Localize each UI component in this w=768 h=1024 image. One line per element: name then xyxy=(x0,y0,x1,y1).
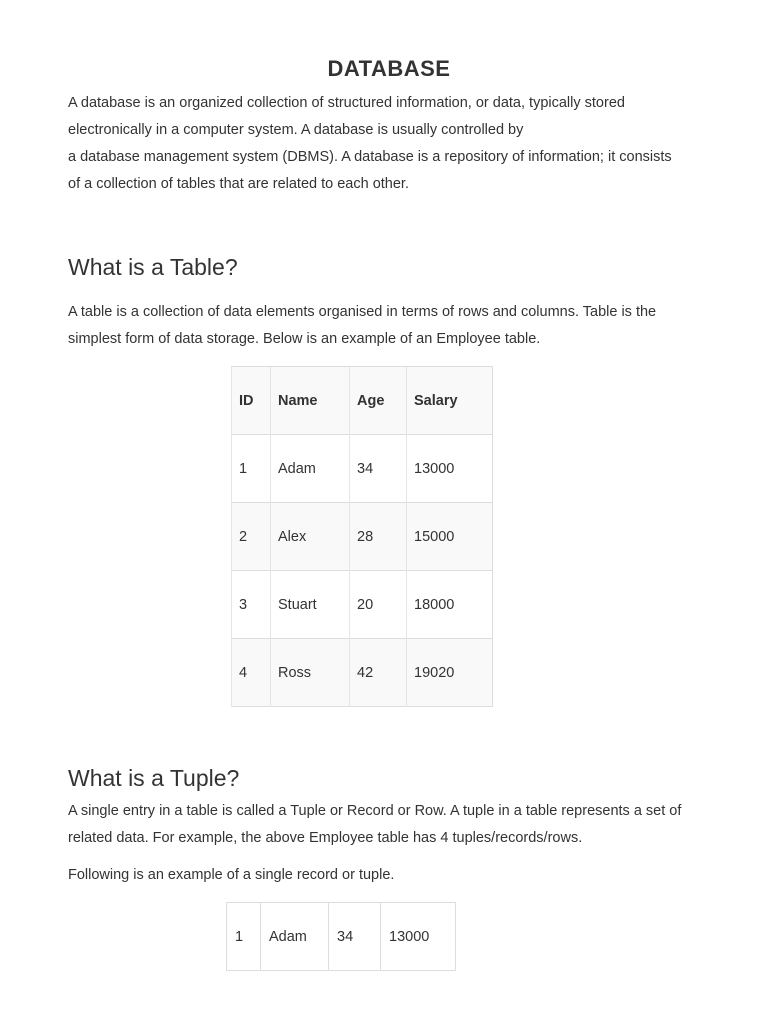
intro-line: of a collection of tables that are related to each other. xyxy=(68,176,409,192)
tuple-description-line: related data. For example, the above Employee table has 4 tuples/records/rows. xyxy=(68,830,583,846)
intro-line: a database management system (DBMS). A database is a repository of information; it consists xyxy=(68,149,672,165)
cell-id: 1 xyxy=(232,435,271,503)
tuple-heading: What is a Tuple? xyxy=(68,765,240,791)
tuple-cell-name: Adam xyxy=(261,903,329,971)
cell-name: Adam xyxy=(271,435,350,503)
table-row xyxy=(227,903,456,971)
tuple-description-line: A single entry in a table is called a Tuple or Record or Row. A tuple in a table represents a set of xyxy=(68,803,682,819)
table-row xyxy=(232,435,493,503)
tuple-cell-salary: 13000 xyxy=(381,903,456,971)
cell-age: 20 xyxy=(350,571,407,639)
cell-id: 2 xyxy=(232,503,271,571)
cell-name: Stuart xyxy=(271,571,350,639)
cell-salary: 19020 xyxy=(407,639,493,707)
intro-paragraph xyxy=(68,90,718,198)
column-header-age: Age xyxy=(350,367,407,435)
table-description-line: simplest form of data storage. Below is an example of an Employee table. xyxy=(68,331,541,347)
table-description-line: A table is a collection of data elements organised in terms of rows and columns. Table is the xyxy=(68,304,657,320)
table-row xyxy=(232,639,493,707)
cell-salary: 18000 xyxy=(407,571,493,639)
cell-age: 34 xyxy=(350,435,407,503)
intro-line: electronically in a computer system. A database is usually controlled by xyxy=(68,122,524,138)
table-description xyxy=(68,299,718,353)
table-row xyxy=(232,503,493,571)
tuple-example-text: Following is an example of a single record or tuple. xyxy=(68,867,395,883)
employee-table xyxy=(231,366,493,707)
table-row xyxy=(232,571,493,639)
column-header-id: ID xyxy=(232,367,271,435)
cell-salary: 15000 xyxy=(407,503,493,571)
cell-name: Alex xyxy=(271,503,350,571)
cell-age: 42 xyxy=(350,639,407,707)
tuple-cell-id: 1 xyxy=(227,903,261,971)
tuple-cell-age: 34 xyxy=(329,903,381,971)
cell-id: 3 xyxy=(232,571,271,639)
cell-id: 4 xyxy=(232,639,271,707)
table-heading: What is a Table? xyxy=(68,254,238,280)
page-title: DATABASE xyxy=(327,56,451,81)
intro-line: A database is an organized collection of structured information, or data, typically stored xyxy=(68,95,625,111)
tuple-description xyxy=(68,798,718,852)
column-header-name: Name xyxy=(271,367,350,435)
cell-salary: 13000 xyxy=(407,435,493,503)
cell-age: 28 xyxy=(350,503,407,571)
tuple-example-table xyxy=(226,902,456,971)
column-header-salary: Salary xyxy=(407,367,493,435)
cell-name: Ross xyxy=(271,639,350,707)
table-header-row xyxy=(232,367,493,435)
